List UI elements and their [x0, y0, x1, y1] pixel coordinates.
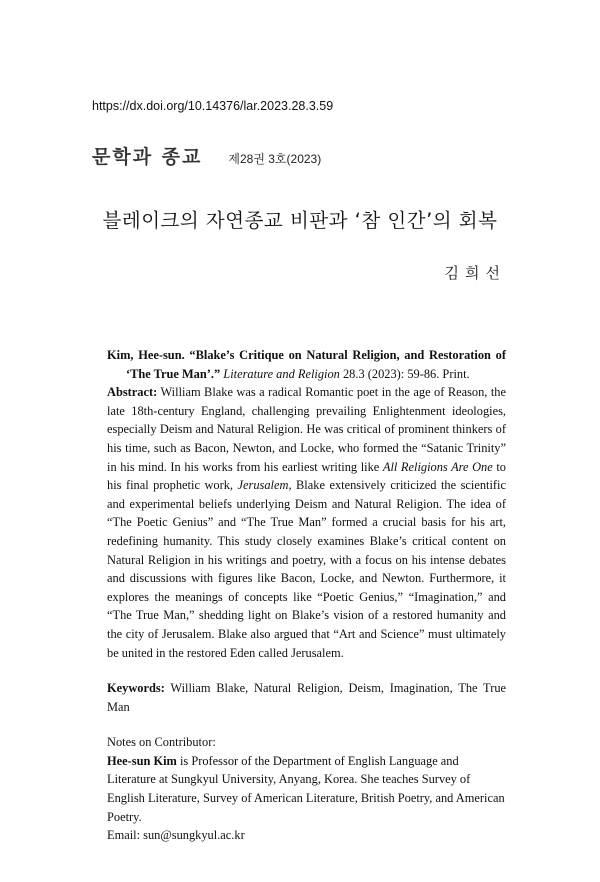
citation-journal: Literature and Religion — [223, 366, 340, 381]
doi-link[interactable]: https://dx.doi.org/10.14376/lar.2023.28.3.59 — [92, 99, 334, 113]
abstract — [107, 383, 506, 662]
abstract-italic-title-1: All Religions Are One — [382, 459, 493, 474]
journal-logo: 문학과 종교 — [92, 146, 203, 168]
contributor-email[interactable]: Email: sun@sungkyul.ac.kr — [107, 828, 245, 843]
keywords-label: Keywords: — [107, 681, 165, 696]
article-front-matter — [107, 346, 506, 845]
journal-header — [92, 142, 321, 169]
abstract-italic-title-2: Jerusalem — [237, 478, 289, 493]
notes-bio — [107, 752, 506, 826]
notes-heading: Notes on Contributor: — [107, 735, 216, 750]
abstract-text-3: , Blake extensively criticized the scientific and experimental beliefs underlying Deism and Natural Religion. The idea of “The Poetic Genius” and “The True Man” formed a crucial basis for his art, redefining humanity. This study closely examines Blake’s critical content on Natural Religion in his writings and poetry, with a focus on his intense debates and discussions with figures like Bacon, Locke, and Newton. Furthermore, it explores the meanings of concepts like “Poetic Genius,” “Imagination,” and “The True Man,” shedding light on Blake’s vision of a restored humanity and the city of Jerusalem. Blake also argued that “Art and Science” must ultimately be united in the restored Eden called Jerusalem. — [107, 478, 506, 660]
abstract-text-1: William Blake was a radical Romantic poet in the age of Reason, the late 18th-century England, challenging prevailing Enlightenment ideologies, especially Deism and Natural Religion. He was critical of prominent thinkers of his time, such as Bacon, Newton, and Locke, who formed the “Satanic Trinity” in his mind. In his works from his earliest writing like — [107, 385, 507, 474]
paper-title: 블레이크의 자연종교 비판과 ‘참 인간’의 회복 — [102, 209, 498, 232]
citation — [107, 346, 506, 383]
abstract-text-2: to his final prophetic work, — [107, 459, 506, 493]
contributor-notes — [107, 733, 506, 845]
contributor-bio: is Professor of the Department of English Language and Literature at Sungkyul University, Anyang, Korea. She teaches Survey of English Literature, Survey of American Literature, British Poetry, and American Poetry. — [107, 753, 505, 824]
citation-details: 28.3 (2023): 59-86. Print. — [342, 366, 470, 381]
keywords-text: William Blake, Natural Religion, Deism, Imagination, The True Man — [107, 681, 507, 714]
abstract-label: Abstract: — [107, 385, 158, 400]
issue-number: 제28권 3호(2023) — [228, 152, 322, 166]
contributor-name: Hee-sun Kim — [107, 753, 177, 768]
citation-authors-title: Kim, Hee-sun. “Blake’s Critique on Natural Religion, and Restoration of ‘The True Man’.” — [107, 348, 506, 381]
keywords — [107, 679, 506, 716]
author-name: 김희선 — [444, 264, 506, 282]
